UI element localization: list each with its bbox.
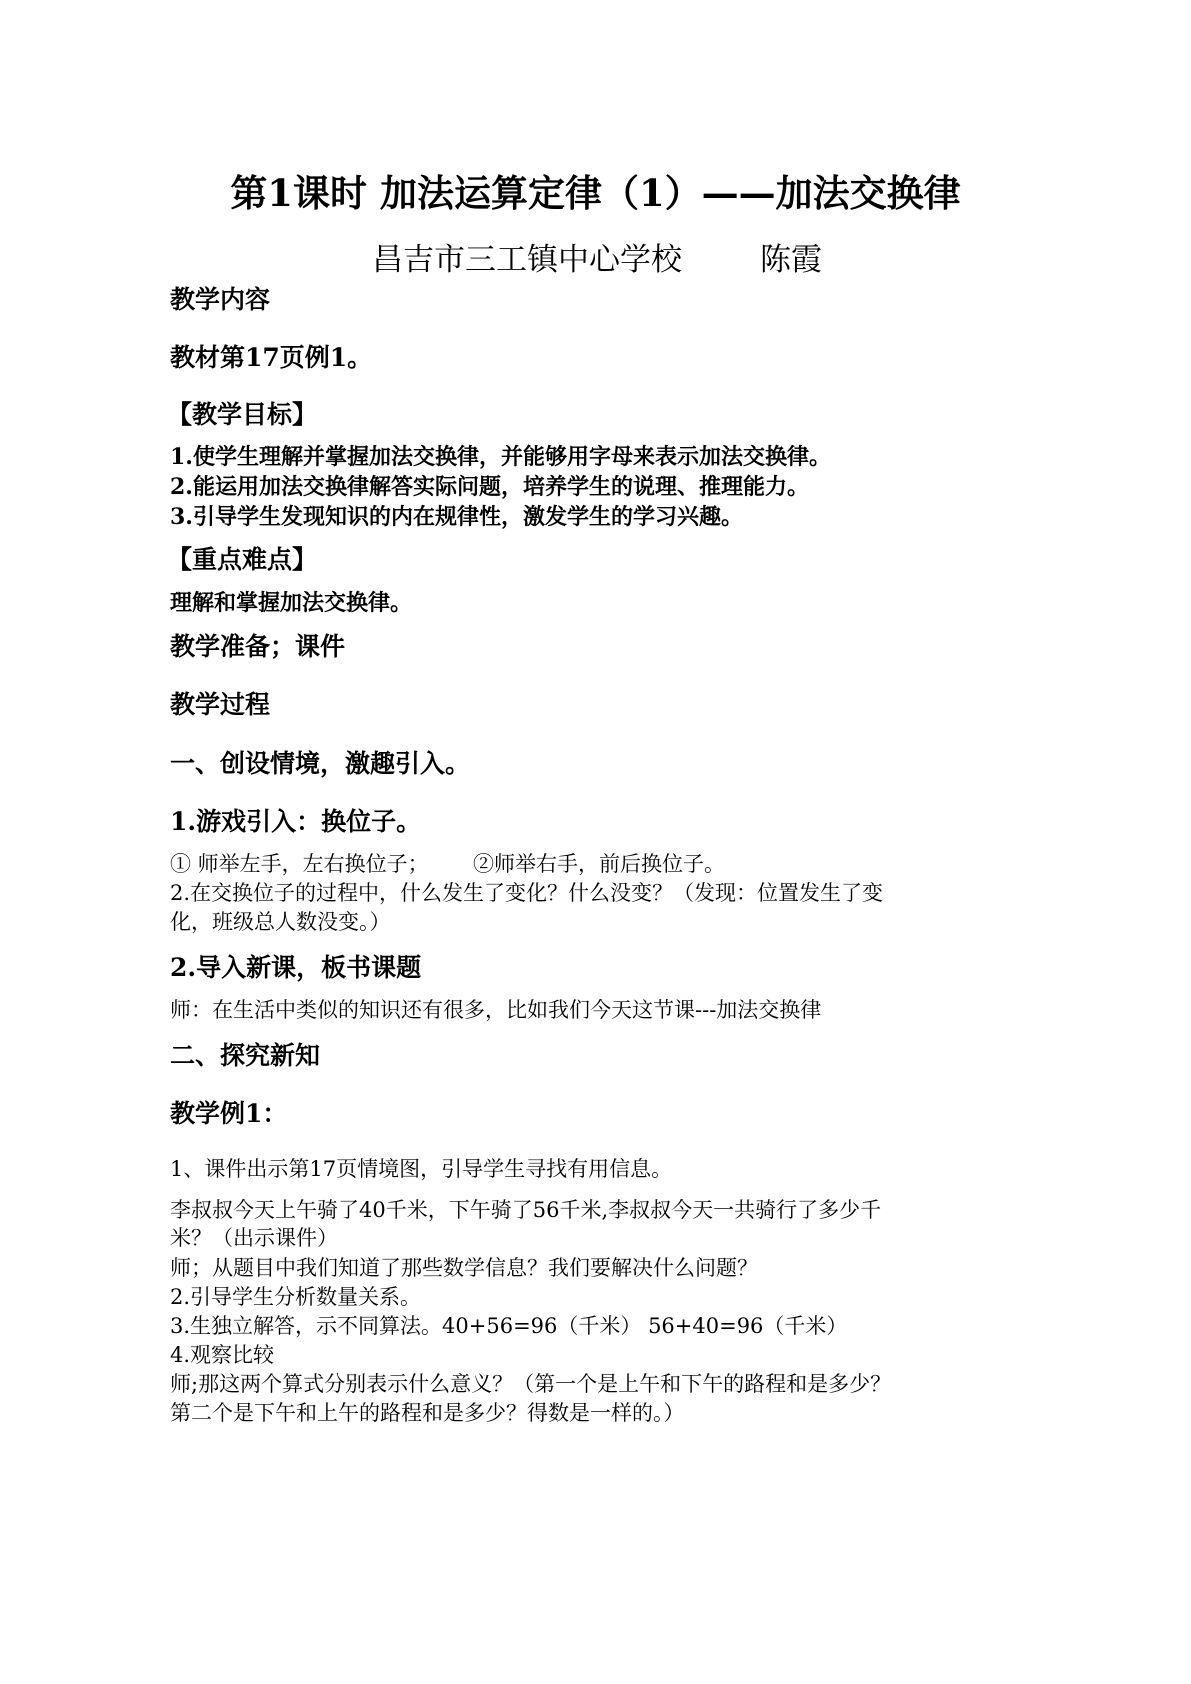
example-heading: 教学例1： bbox=[170, 1099, 288, 1128]
game-line: ②师举右手，前后换位子。 bbox=[473, 852, 725, 876]
part2-heading: 二、探究新知 bbox=[170, 1041, 321, 1070]
game-line: ① 师举左手，左右换位子； bbox=[170, 852, 429, 876]
process-heading: 教学过程 bbox=[170, 690, 271, 719]
example-line: 1、课件出示第17页情境图，引导学生寻找有用信息。 bbox=[170, 1157, 673, 1181]
content-text: 教材第17页例1。 bbox=[170, 343, 373, 372]
example-line: 3.生独立解答，示不同算法。40+56=96（千米） 56+40=96（千米） bbox=[170, 1314, 848, 1338]
example-line: 第二个是下午和上午的路程和是多少？得数是一样的。） bbox=[170, 1401, 685, 1425]
school-name: 昌吉市三工镇中心学校 bbox=[372, 242, 682, 278]
part1-heading: 一、创设情境，激趣引入。 bbox=[170, 749, 471, 778]
key-heading: 【重点难点】 bbox=[167, 545, 318, 574]
goals-heading: 【教学目标】 bbox=[167, 400, 318, 429]
intro-text: 师：在生活中类似的知识还有很多，比如我们今天这节课---加法交换律 bbox=[170, 998, 822, 1022]
game-line: 2.在交换位子的过程中，什么发生了变化？什么没变？（发现：位置发生了变 bbox=[170, 881, 884, 905]
goal-item: 2.能运用加法交换律解答实际问题，培养学生的说理、推理能力。 bbox=[170, 474, 809, 500]
game-line: 化，班级总人数没变。） bbox=[170, 910, 391, 934]
goal-item: 3.引导学生发现知识的内在规律性，激发学生的学习兴趣。 bbox=[170, 504, 743, 530]
example-line: 米？（出示课件） bbox=[170, 1226, 338, 1250]
example-line: 4.观察比较 bbox=[170, 1343, 275, 1367]
key-text: 理解和掌握加法交换律。 bbox=[170, 590, 413, 616]
game-heading: 1.游戏引入：换位子。 bbox=[170, 807, 422, 836]
prep-text: 教学准备；课件 bbox=[170, 632, 346, 661]
intro-heading: 2.导入新课，板书课题 bbox=[170, 953, 422, 982]
goal-item: 1.使学生理解并掌握加法交换律，并能够用字母来表示加法交换律。 bbox=[170, 444, 831, 470]
document-title: 第1课时 加法运算定律（1）——加法交换律 bbox=[230, 171, 961, 215]
example-line: 2.引导学生分析数量关系。 bbox=[170, 1285, 422, 1309]
example-line: 师；从题目中我们知道了那些数学信息？我们要解决什么问题？ bbox=[170, 1256, 758, 1280]
author-name: 陈霞 bbox=[760, 242, 822, 278]
content-heading: 教学内容 bbox=[170, 285, 271, 314]
example-line: 师;那这两个算式分别表示什么意义？（第一个是上午和下午的路程和是多少？ bbox=[170, 1372, 892, 1396]
example-line: 李叔叔今天上午骑了40千米，下午骑了56千米,李叔叔今天一共骑行了多少千 bbox=[170, 1198, 882, 1222]
